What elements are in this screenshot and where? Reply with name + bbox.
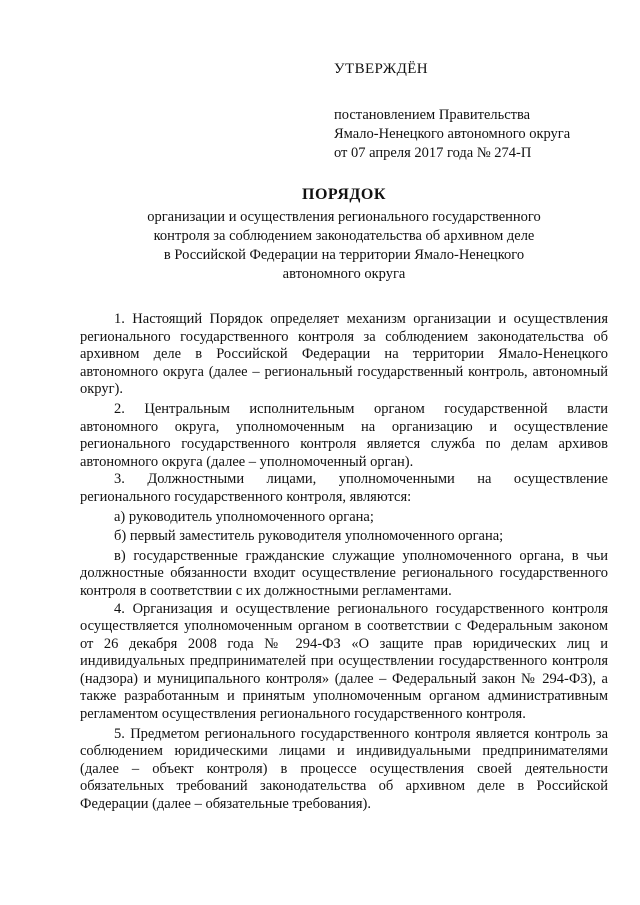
document-subtitle [80, 208, 608, 284]
approval-line: от 07 апреля 2017 года № 274-П [334, 145, 532, 161]
paragraph-1: 1. Настоящий Порядок определяет механизм организации и осуществления регионального государственного контроля за соблюдением законодательства об архивном деле в Российской Федерации на территории Ямало-Ненецкого автономного округа (далее – региональный государственный контроль, автономный округ). [80, 311, 608, 398]
subtitle-line: контроля за соблюдением законодательства об архивном деле [153, 228, 535, 244]
approval-title: УТВЕРЖДЁН [334, 61, 429, 77]
subtitle-line: в Российской Федерации на территории Ямало-Ненецкого [163, 247, 525, 263]
list-item-a: а) руководитель уполномоченного органа; [114, 508, 374, 525]
approval-line: постановлением Правительства [334, 107, 531, 123]
document-body [80, 311, 608, 814]
approval-block [334, 60, 624, 163]
paragraph-4: 4. Организация и осуществление регионального государственного контроля осуществляется уполномоченным органом в соответствии с Федеральным законом от 26 декабря 2008 года № 294-ФЗ «О защите прав юридических лиц и индивидуальных предпринимателей при осуществлении государственного контроля (надзора) и муниципального контроля» (далее – Федеральный закон № 294-ФЗ), а также разработанным и принятым уполномоченным органом административным регламентом осуществления регионального государственного контроля. [80, 600, 608, 723]
paragraph-3: 3. Должностными лицами, уполномоченными на осуществление регионального государственного контроля, являются: [80, 471, 608, 505]
subtitle-line: автономного округа [282, 266, 406, 282]
list-item-c: в) государственные гражданские служащие уполномоченного органа, в чьи должностные обязанности входит осуществление регионального государственного контроля в соответствии с их должностными регламентами. [80, 547, 608, 599]
approval-line: Ямало-Ненецкого автономного округа [334, 126, 571, 142]
paragraph-5: 5. Предметом регионального государственного контроля является контроль за соблюдением юридическими лицами и индивидуальными предпринимателями (далее – объект контроля) в процессе осуществления своей деятельности обязательных требований законодательства об архивном деле в Российской Федерации (далее – обязательные требования). [80, 725, 608, 813]
list-item-b: б) первый заместитель руководителя уполномоченного органа; [114, 528, 504, 545]
document-title: ПОРЯДОК [302, 186, 386, 203]
subtitle-line: организации и осуществления регионального государственного [147, 209, 541, 225]
paragraph-2: 2. Центральным исполнительным органом государственной власти автономного округа, уполномоченным на организацию и осуществление регионального государственного контроля является служба по делам архивов автономного округа (далее – уполномоченный орган). [80, 400, 608, 470]
